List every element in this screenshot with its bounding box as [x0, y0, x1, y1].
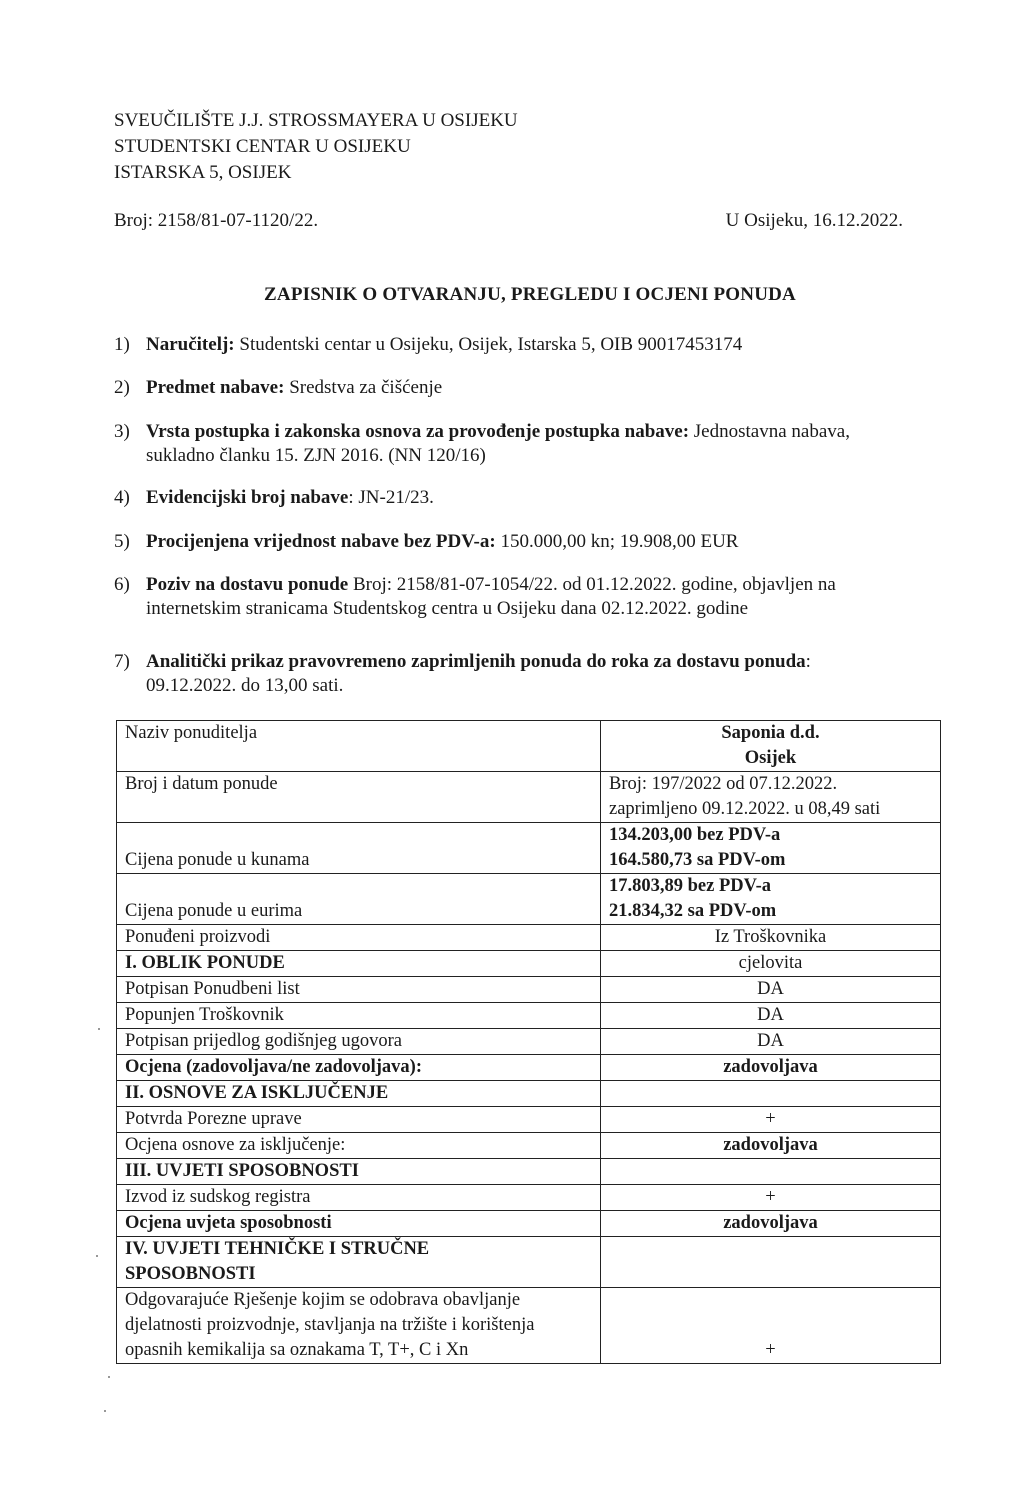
table-cell: Saponia d.d. Osijek [601, 721, 941, 772]
table-cell: Ocjena (zadovoljava/ne zadovoljava): [117, 1055, 601, 1081]
table-row [117, 925, 941, 951]
item-text: : JN-21/23. [348, 487, 434, 508]
table-cell: zadovoljava [601, 1133, 941, 1159]
table-row [117, 1288, 941, 1364]
table-row [117, 1003, 941, 1029]
table-cell: + [601, 1107, 941, 1133]
document-date: U Osijeku, 16.12.2022. [725, 210, 903, 231]
table-cell: zadovoljava [601, 1211, 941, 1237]
table-cell: Broj: 197/2022 od 07.12.2022. zaprimljeno 09.12.2022. u 08,49 sati [601, 772, 941, 823]
table-cell: + [601, 1288, 941, 1364]
item-label: Poziv na dostavu ponude [146, 574, 349, 595]
table-cell: DA [601, 977, 941, 1003]
list-item: 1) Naručitelj: Studentski centar u Osijeku, Osijek, Istarska 5, OIB 90017453174 [114, 334, 743, 355]
item-text: 150.000,00 kn; 19.908,00 EUR [495, 531, 739, 552]
table-cell: DA [601, 1003, 941, 1029]
item-text: Sredstva za čišćenje [284, 377, 443, 398]
scan-speck [104, 1410, 106, 1412]
table-cell: I. OBLIK PONUDE [117, 951, 601, 977]
list-item: 4) Evidencijski broj nabave: JN-21/23. [114, 487, 434, 508]
list-item: 7) Analitički prikaz pravovremeno zaprimljenih ponuda do roka za dostavu ponuda: 09.12.2022. do 13,00 sati. [114, 651, 811, 696]
table-cell: Odgovarajuće Rješenje kojim se odobrava obavljanje djelatnosti proizvodnje, stavljanja na tržište i korištenja opasnih kemikalija sa oznakama T, T+, C i Xn [117, 1288, 601, 1364]
table-row [117, 951, 941, 977]
table-cell: Izvod iz sudskog registra [117, 1185, 601, 1211]
table-row [117, 823, 941, 874]
list-item: 3) Vrsta postupka i zakonska osnova za provođenje postupka nabave: Jednostavna nabava, sukladno članku 15. ZJN 2016. (NN 120/16) [114, 421, 850, 466]
item-text: : 09.12.2022. do 13,00 sati. [146, 651, 811, 696]
header-line-university: SVEUČILIŠTE J.J. STROSSMAYERA U OSIJEKU [114, 110, 518, 131]
table-cell: Iz Troškovnika [601, 925, 941, 951]
table-cell: cjelovita [601, 951, 941, 977]
table-row [117, 1029, 941, 1055]
item-label: Analitički prikaz pravovremeno zaprimljenih ponuda do roka za dostavu ponuda [146, 651, 806, 672]
table-cell [601, 1081, 941, 1107]
table-row [117, 1081, 941, 1107]
table-cell: Popunjen Troškovnik [117, 1003, 601, 1029]
scan-speck [98, 1028, 100, 1030]
table-cell: III. UVJETI SPOSOBNOSTI [117, 1159, 601, 1185]
list-item: 5) Procijenjena vrijednost nabave bez PDV-a: 150.000,00 kn; 19.908,00 EUR [114, 531, 739, 552]
item-label: Vrsta postupka i zakonska osnova za provođenje postupka nabave: [146, 421, 690, 442]
table-cell: + [601, 1185, 941, 1211]
table-cell: Ocjena uvjeta sposobnosti [117, 1211, 601, 1237]
list-item: 2) Predmet nabave: Sredstva za čišćenje [114, 377, 443, 398]
item-text: Jednostavna nabava, sukladno članku 15. ZJN 2016. (NN 120/16) [146, 421, 850, 466]
list-item: 6) Poziv na dostavu ponude Broj: 2158/81-07-1054/22. od 01.12.2022. godine, objavljen na internetskim stranicama Studentskog centra u Osijeku dana 02.12.2022. godine [114, 574, 836, 619]
table-cell: DA [601, 1029, 941, 1055]
table-cell: 17.803,89 bez PDV-a 21.834,32 sa PDV-om [601, 874, 941, 925]
item-text: Studentski centar u Osijeku, Osijek, Istarska 5, OIB 90017453174 [234, 334, 743, 355]
institution-header [114, 108, 518, 186]
table-cell: Ocjena osnove za isključenje: [117, 1133, 601, 1159]
table-cell: Potpisan prijedlog godišnjeg ugovora [117, 1029, 601, 1055]
table-cell: Cijena ponude u kunama [117, 823, 601, 874]
table-row [117, 1055, 941, 1081]
table-cell: zadovoljava [601, 1055, 941, 1081]
table-row [117, 1159, 941, 1185]
document-number: Broj: 2158/81-07-1120/22. [114, 210, 319, 231]
document-title: ZAPISNIK O OTVARANJU, PREGLEDU I OCJENI PONUDA [264, 284, 796, 305]
table-row [117, 1211, 941, 1237]
table-cell: Broj i datum ponude [117, 772, 601, 823]
table-cell: Ponuđeni proizvodi [117, 925, 601, 951]
header-line-address: ISTARSKA 5, OSIJEK [114, 162, 292, 183]
item-label: Naručitelj: [146, 334, 235, 355]
table-cell: Potvrda Porezne uprave [117, 1107, 601, 1133]
table-row [117, 1107, 941, 1133]
table-row [117, 772, 941, 823]
table-cell [601, 1237, 941, 1288]
table-cell: Naziv ponuditelja [117, 721, 601, 772]
table-cell: Potpisan Ponudbeni list [117, 977, 601, 1003]
item-text: Broj: 2158/81-07-1054/22. od 01.12.2022. godine, objavljen na internetskim stranicama Studentskog centra u Osijeku dana 02.12.2022. godine [146, 574, 836, 619]
item-label: Procijenjena vrijednost nabave bez PDV-a: [146, 531, 496, 552]
offers-table [116, 720, 941, 1364]
item-label: Predmet nabave: [146, 377, 285, 398]
table-cell [601, 1159, 941, 1185]
table-row [117, 1237, 941, 1288]
item-label: Evidencijski broj nabave [146, 487, 349, 508]
table-row [117, 874, 941, 925]
header-line-centre: STUDENTSKI CENTAR U OSIJEKU [114, 136, 411, 157]
table-cell: IV. UVJETI TEHNIČKE I STRUČNE SPOSOBNOSTI [117, 1237, 601, 1288]
table-row [117, 1133, 941, 1159]
table-row [117, 1185, 941, 1211]
scan-speck [108, 1376, 110, 1378]
table-row [117, 721, 941, 772]
table-cell: 134.203,00 bez PDV-a 164.580,73 sa PDV-om [601, 823, 941, 874]
table-row [117, 977, 941, 1003]
table-cell: Cijena ponude u eurima [117, 874, 601, 925]
table-cell: II. OSNOVE ZA ISKLJUČENJE [117, 1081, 601, 1107]
scan-speck [96, 1255, 98, 1257]
